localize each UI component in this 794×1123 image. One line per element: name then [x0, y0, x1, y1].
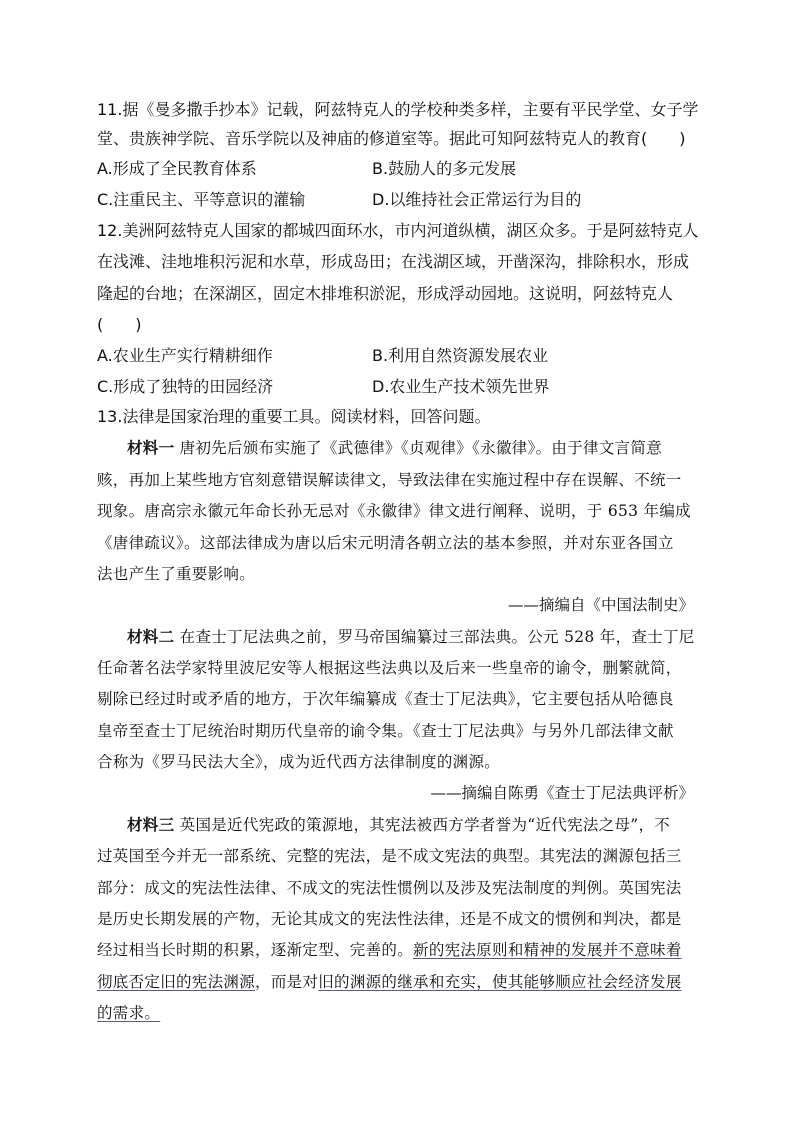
material3-line5 [97, 940, 697, 960]
q11-option-b: B.鼓励人的多元发展 [372, 159, 517, 178]
material3-line1 [127, 815, 727, 835]
material1-line4: 《唐律疏议》。这部法律成为唐以后宋元明清各朝立法的基本参照，并对东亚各国立 [97, 534, 674, 552]
material2-line2: 任命著名法学家特里波尼安等人根据这些法典以及后来一些皇帝的谕令，删繁就简， [97, 659, 682, 677]
material2-line5: 合称为《罗马民法大全》，成为近代西方法律制度的渊源。 [97, 753, 501, 771]
q11-option-a: A.形成了全民教育体系 [97, 159, 257, 178]
material3-line5-text: 经过相当长时期的积累，逐渐定型、完善的。 [97, 941, 414, 959]
underlined-phrase-3: 旧的渊源的继承和充实，使其能够顺应社会经济发展 [318, 973, 682, 991]
underlined-phrase-1: 新的宪法原则和精神的发展并不意味着 [413, 941, 682, 959]
q12-option-b: B.利用自然资源发展农业 [372, 346, 549, 365]
material3-line2: 过英国至今并无一部系统、完整的宪法，是不成文宪法的典型。其宪法的渊源包括三 [97, 847, 682, 865]
q12-option-a: A.农业生产实行精耕细作 [97, 346, 273, 365]
material2-line3: 剔除已经过时或矛盾的地方，于次年编纂成《查士丁尼法典》，它主要包括从哈德良 [97, 690, 674, 708]
q12-stem-line3: 隆起的台地；在深湖区，固定木排堆积淤泥，形成浮动园地。这说明，阿兹特克人 [97, 284, 674, 303]
q11-option-d: D.以维持社会正常运行为目的 [372, 190, 582, 209]
material3-line3: 部分：成文的宪法性法律、不成文的宪法性惯例以及涉及宪法制度的判例。英国宪法 [97, 879, 682, 897]
q12-option-d: D.农业生产技术领先世界 [372, 377, 550, 396]
material1-line3: 现象。唐高宗永徽元年命长孙无忌对《永徽律》律文进行阐释、说明，于 653 年编成 [97, 502, 691, 520]
q11-stem-line1: 11.据《曼多撒手抄本》记载，阿兹特克人的学校种类多样，主要有平民学堂、女子学 [97, 100, 699, 119]
material1-line5: 法也产生了重要影响。 [97, 565, 256, 583]
material3-line6 [97, 972, 697, 992]
material2-line1-text: 在查士丁尼法典之前，罗马帝国编纂过三部法典。公元 528 年，查士丁尼 [179, 628, 695, 646]
q12-stem-line1: 12.美洲阿兹特克人国家的都城四面环水，市内河道纵横，湖区众多。于是阿兹特克人 [97, 221, 699, 240]
material1-source: ——摘编自《中国法制史》 [507, 596, 694, 614]
underlined-phrase-4: 的需求。 [97, 1004, 161, 1022]
material1-heading: 材料一 [127, 439, 175, 457]
q11-option-c: C.注重民主、平等意识的灌输 [97, 190, 306, 209]
q12-stem-line2: 在浅滩、洼地堆积污泥和水草，形成岛田；在浅湖区域，开凿深沟，排除积水，形成 [97, 252, 690, 271]
material2-line4: 皇帝至查士丁尼统治时期历代皇帝的谕令集。《查士丁尼法典》与另外几部法律文献 [97, 722, 674, 740]
material3-line4: 是历史长期发展的产物，无论其成文的宪法性法律，还是不成文的惯例和判决，都是 [97, 910, 682, 928]
q13-stem: 13.法律是国家治理的重要工具。阅读材料，回答问题。 [97, 407, 491, 426]
material2-source: ——摘编自陈勇《查士丁尼法典评析》 [430, 784, 694, 802]
material3-line6-text: ，而是对 [255, 973, 319, 991]
q12-stem-line4: ( ) [97, 315, 142, 334]
material2-line1 [127, 627, 727, 647]
material3-line7 [97, 1003, 697, 1023]
underlined-phrase-2: 彻底否定旧的宪法渊源 [97, 973, 256, 991]
material3-line1-text: 英国是近代宪政的策源地，其宪法被西方学者誉为“近代宪法之母”，不 [179, 816, 671, 834]
material1-line1 [127, 438, 727, 458]
material2-heading: 材料二 [127, 628, 175, 646]
material1-line1-text: 唐初先后颁布实施了《武德律》《贞观律》《永徽律》。由于律文言简意 [179, 439, 662, 457]
q11-stem-line2: 堂、贵族神学院、音乐学院以及神庙的修道室等。据此可知阿兹特克人的教育( ) [97, 129, 686, 148]
material1-line2: 赅，再加上某些地方官刻意错误解读律文，导致法律在实施过程中存在误解、不统一 [97, 471, 682, 489]
material3-heading: 材料三 [127, 816, 175, 834]
q12-option-c: C.形成了独特的田园经济 [97, 377, 274, 396]
